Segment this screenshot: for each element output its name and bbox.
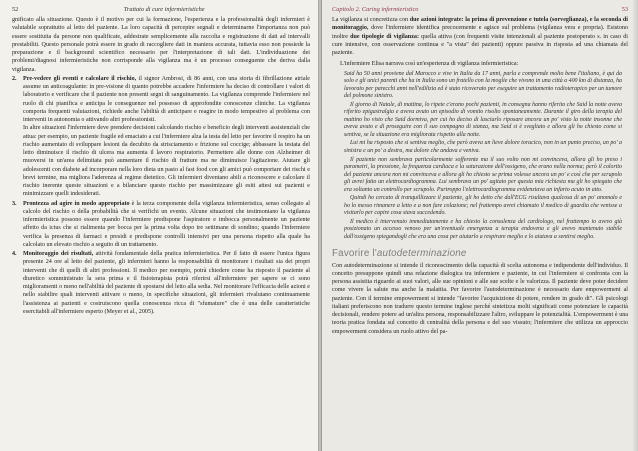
section-paragraph: Con autodeterminazione si intende il riconoscimento della capacità di scelta autonoma e indipendente dell'individuo. Il concetto presuppone quindi una relazione dialogica tra infermiere e paziente, in cui l'infermiere si confronta con la persona assistita riguardo ai suoi valori, alle sue opinioni e alle sue scelte e le valorizza. Il paziente deve poter decidere come vivere la salute ma anche la malattia. Per favorire l'autodeterminazione è necessario dare empowerment al paziente. Con il termine empowerment si intende "favorire l'acquisizione di potere, rendere in grado di". Gli psicologi italiani preferiscono non tradurre questo termine inglese perché sintetizza molti significati come potenziare le capacità decisionali, rendere potere ad un'altra persona, responsabilizzare l'altro, sviluppare le potenzialità. L'empowerment è una teoria pratica fondata sul concetto di centralità della persona e del suo vissuto; l'infermiere che utilizza un approccio empowerment considera un ruolo attivo del pa- (332, 262, 628, 335)
list-item-2 (12, 75, 310, 199)
section-title: Favorire l'autodeterminazione (332, 247, 467, 259)
quote-paragraph: Il medico è intervenuto immediatamente e ha chiesto la consulenza del cardiologo, nel frattempo io avevo già posizionato un accesso venoso per un'eventuale emergenza a terapia endovena e gli avevo mantenuto stabile dall'ossigeno spiegandogli che era una cosa per aiutarlo a respirare meglio e lo aiutava a sentirsi meglio. (344, 218, 622, 240)
quote-paragraph: Lui mi ha risposto che si sentiva meglio, che però aveva un lieve dolore toracico, non in un punto preciso, un po' a sinistra e un po' a destra, ma dolore che andava e veniva. (344, 140, 622, 154)
list-item-lead: Pre-vedere gli eventi e calcolare il rischio, (23, 75, 137, 82)
list-item-lead: Monitoraggio dei risultati, (23, 251, 94, 257)
list-item-text: il signor Ambrosi, di 86 anni, con una storia di fibrillazione atriale assume un anticoagulante: in pre-visione di quanto potrebbe accadere l'infermiere ha deciso di controllare i valori di laboratorio e verificare che il paziente non presenti segni di sanguinamento. La vigilanza comprende l'infermiere nel ruolo di chi pianifica e anticipa le conseguenze nel possesso di approfondite conoscenze cliniche. La vigilanza comporta frequenti valutazioni, richiede anche l'abilità di anticipare e reagire in modo tempestivo al problema con interventi in autonomia o attivando altri professionisti. (23, 75, 310, 123)
list-item-more: In altre situazioni l'infermiere deve prendere decisioni calcolando rischio e beneficio degli interventi assistenziali che attua: per esempio, un paziente fragile ed emaciato a cui l'infermiere alza la testa del letto per favorire il respiro ha un rischio aumentato di sviluppare lesioni da decubito da strisciamento e frizione sul coccige; abbassare la testata del letto diminuisce il rischio di ulcera ma aumenta il lavoro respiratorio. Permettere alle donne con Alzheimer di muoversi in un'area delimitata può aumentare il rischio di fratture ma ne diminuisce l'agitazione. Aiutare gli adolescenti con diabete ad incorporare nella loro dieta un pasto al fast food con gli amici può comportare dei rischi e brevi termine, ma migliora l'aderenza al regime dietetico. Gli infermieri diventano abili a riconoscere e calcolare il rischio inerente queste situazioni e a bilanciare questo rischio per massimizzare gli esiti attesi sui pazienti e minimizzare quelli indesiderati. (23, 125, 310, 198)
quote-paragraph: Said ha 50 anni proviene dal Marocco e vive in Italia da 17 anni, parla e comprende molto bene l'italiano, è qui da solo e gli unici parenti che ha in Italia sono un fratello con la moglie che vivono in una città a 400 km di distanza, ha lavorato per parecchi anni nell'edilizia ed è stato ricoverato per eseguire un trattamento radioterapico per un tumore del polmone sinistro. (344, 70, 622, 100)
list-item-text: è la terza componente della vigilanza infermieristica, senso collegato al calcolo del rischio o della probabilità che si verifichi un evento. Alcune situazioni che testimoniano la vigilanza infermieristica possono essere quando l'infermiere predispone l'aspiratore e imbocca personalmente un paziente affetto da ictus che si rialimenta per bocca per la prima volta dopo tre settimane di sondino; quando l'infermiere verifica la presenza di farmaci e presidi e predispone controlli intensivi per una persona rispetto alla quale ha calcolato un elevato rischio a seguito di un trattamento. (23, 200, 310, 248)
list-item-4 (12, 250, 310, 316)
right-page-number: 53 (621, 6, 628, 13)
list-item-lead: Prontezza ad agire in modo appropriato (23, 200, 130, 207)
list-item-text: attività fondamentale della pratica infermieristica. Per il fatto di essere l'unica figura presente 24 ore al letto del paziente, gli infermieri hanno la responsabilità di monitorare i risultati sia dei propri interventi che di quelli di altri professioni. Il medico per esempio, potrà chiedere come ha risposto il paziente al diuretico somministrato la sera prima e il fisioterapista potrà riferirsi all'infermiere per sapere se ci sono miglioramenti o meno nell'abilità del paziente di spostarsi del letto alla sedia. Nel monitorare l'efficacia delle azioni e nello stabilire quali interventi attivare o meno, in specifiche situazioni, gli infermieri rivalutano continuamente l'assistenza ai pazienti e costruiscono quella conoscenza ricca di "sfumature" che è una delle caratteristiche esercitabili all'infermiere esperto (Meyer et al., 2005). (23, 251, 310, 315)
quote-paragraph: Il paziente non sembrava particolarmente sofferente ma il suo volto non mi convinceva, allora gli ho preso i parametri, la pressione, la frequenza cardiaca e la saturazione dell'ossigeno, che erano nella norma; però il colorito del paziente ancora non mi convinceva e allora gli ho chiesto se prima volesse ancora un po' e così che per scrupolo gli avrei fatto un elettrocardiogramma. Lui sembrava un po' agitato per questa mia richiesta ma gli ho spiegato che era soltanto un controllo per scrupolo. Purtroppo l'elettrocardiogramma evidenziava un infarto acuto in atto. (344, 156, 622, 193)
quote-intro: L'infermiere Elisa narrava così un'esperienza di vigilanza infermieristica: (340, 61, 519, 68)
scan-shadow (632, 0, 638, 451)
intro-paragraph: La vigilanza si concretizza con due azioni integrate: la prima di prevenzione e tutela (sorveglianza), e la seconda di monitoraggio, dove l'infermiere identifica precocemente e agisce sul problema (vigilanza vera e propria). Esistono inoltre due tipologie di vigilanza: quella attiva (con frequenti visite intenzionali al paziente postoperato s. in caso di cure intensive, con osservazione continua e "a vista" dei pazienti) oppure passiva in risposta ad una chiamata del paziente. (332, 17, 628, 56)
quote-paragraph: Quindi ho cercato di tranquillizzare il paziente, gli ho detto che dall'ECG risultava qualcosa di un po' anomalo e ho lo messo rimanere a letto e a non fare colazione; nel frattempo avrei chiamato il medico di guardia che venisse a visitarlo per capire cosa stava succedendo. (344, 195, 622, 217)
left-running-title: Trattato di cure infermieristiche (123, 6, 205, 13)
left-page-number: 52 (12, 6, 19, 13)
list-item-3 (12, 200, 310, 250)
quote-paragraph: Il giorno di Natale, di mattina, lo ripete c'erano pochi pazienti, in consegna hanno riferito che Said la notte aveva riferito epigastralgia e aveva avuto un episodio di vomito risolto spontaneamente. Durante il giro della terapia del mattino ho visto che Said dormiva, per cui ho deciso di lasciarlo riposare ancora un po' visto la notte insonne che aveva avuto e di proseguire con il suo compagno di stanza, ma Said si è svegliato e allora gli ho chiesto come si sentiva, se la situazione era migliorata rispetto alla notte. (344, 101, 622, 138)
right-running-head (332, 6, 628, 16)
list-item-number: 2. (12, 75, 17, 82)
opening-paragraph: gnificato alla situazione. Questo è il motivo per cui la formazione, l'esperienza e la professionalità degli infermieri è valutabile soprattutto al letto del paziente. La loro capacità di percepire segnali e determinarne l'importanza non può essere sostituita da persone non qualificate, addestrate semplicemente alla raccolta e registrazione di dati ad intervalli prestabiliti. Questo personale potrà essere in grado di raccogliere dati in maniera accurata, tuttavia esso non possiede la preparazione e il background scientifico necessario per l'interpretazione di tali dati. L'individuazione dei problemi/diagnosi infermieristiche non corrisponde alla vigilanza ma è un processo conseguente che deriva dalla vigilanza. (12, 17, 310, 73)
chapter-label: Capitolo 2. Caring infermieristico (332, 6, 419, 13)
right-page (322, 0, 638, 451)
list-item-number: 4. (12, 251, 17, 257)
left-running-head (12, 6, 310, 16)
list-item-number: 3. (12, 200, 17, 207)
left-page (0, 0, 318, 451)
